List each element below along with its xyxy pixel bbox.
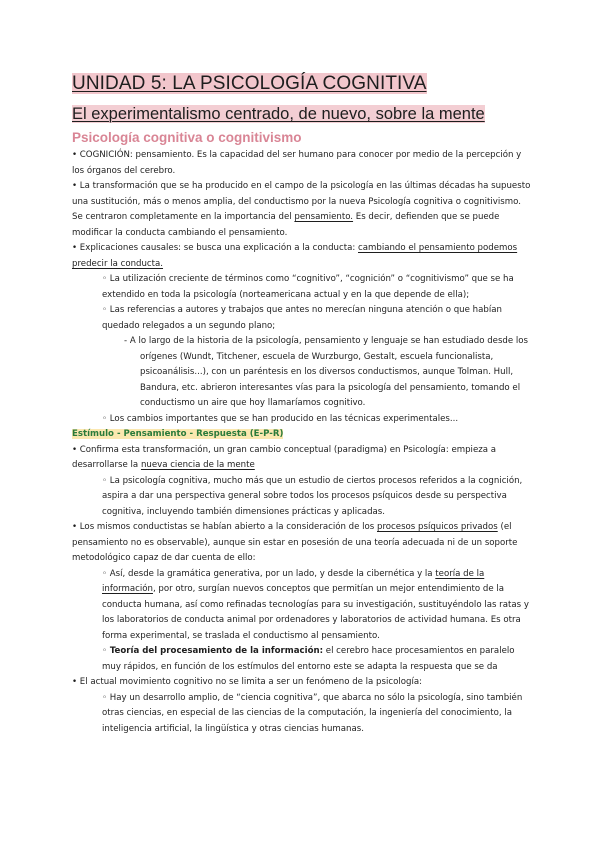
document-body	[72, 148, 532, 737]
text-span: • Los mismos conductistas se habían abierto a la consideración de los	[72, 522, 377, 532]
paragraph-conductistas	[72, 520, 532, 567]
text-span: • La transformación que se ha producido en el campo de la psicología en las últimas décadas ha supuesto una sustitución, más o menos amplia, del conductismo por la nueva Psicología cognitiva o cognitivismo. Se centraron completamente en la importancia del	[72, 181, 531, 222]
underlined-text: pensamiento.	[294, 212, 354, 222]
text-span: (el pensamiento no es observable), aunque sin estar en posesión de una teoría adecuada ni de un soporte metodológico capaz de dar cuenta de ello:	[72, 522, 518, 563]
underlined-text: nueva ciencia de la mente	[140, 460, 255, 470]
subitem-terminos: ◦ La utilización creciente de términos como “cognitivo”, “cognición” o “cognitivismo” que se ha extendido en toda la psicología (norteamericana actual y en la que depende de ella);	[102, 274, 514, 300]
paragraph-transformacion	[72, 179, 532, 241]
subitem-ciencia-cognitiva: ◦ Hay un desarrollo amplio, de “ciencia cognitiva”, que abarca no sólo la psicología, sino también otras ciencias, en especial de las ciencias de la computación, la ingeniería del conocimiento, la inteligencia artificial, la lingüística y otras ciencias humanas.	[102, 692, 523, 734]
underlined-text: cambiando el pensamiento podemos predecir la conducta.	[72, 243, 518, 269]
subitem-cambios: ◦ Los cambios importantes que se han producido en las técnicas experimentales...	[102, 413, 459, 424]
section-heading: Psicología cognitiva o cognitivismo	[72, 130, 302, 145]
text-span: ◦	[102, 646, 110, 656]
underlined-text: teoría de la información	[102, 568, 485, 594]
subitem-referencias: ◦ Las referencias a autores y trabajos que antes no merecían ninguna atención o que habían quedado relegados a un segundo plano;	[102, 305, 502, 331]
paragraph-explicaciones	[72, 241, 532, 272]
paragraph-confirma	[72, 443, 532, 474]
subtitle-text: El experimentalismo centrado, de nuevo, sobre la mente	[72, 105, 485, 123]
subitem-gramatica	[72, 567, 532, 645]
subtitle	[72, 103, 485, 125]
text-span: ◦ Así, desde la gramática generativa, por un lado, y desde la cibernética y la	[102, 568, 436, 579]
text-span: , por otro, surgían nuevos conceptos que permitían un mejor entendimiento de la conducta humana, así como refinadas tecnologías para su investigación, sustituyéndolo las ratas y los laboratorios de conducta animal por ordenadores y laboratorios de actividad humana. Es otra forma experimental, se traslada el conductismo al pensamiento.	[102, 584, 529, 641]
paragraph-cognicion: • COGNICIÓN: pensamiento. Es la capacidad del ser humano para conocer por medio de la percepción y los órganos del cerebro.	[72, 150, 522, 176]
page-title-text: UNIDAD 5: LA PSICOLOGÍA COGNITIVA	[72, 73, 427, 94]
text-span: • Explicaciones causales: se busca una explicación a la conducta:	[72, 243, 358, 253]
epr-highlight: Estímulo - Pensamiento - Respuesta (E-P-R)	[72, 429, 284, 439]
subsubitem-historia: - A lo largo de la historia de la psicología, pensamiento y lenguaje se han estudiado desde los orígenes (Wundt, Titchener, escuela de Wurzburgo, Gestalt, escuela funcionalista, psicoanálisis...), con un paréntesis en los diversos conductismos, aunque Tolman. Hull, Bandura, etc. abrieron interesantes vías para la psicología del pensamiento, tomando el conductismo un aire que hoy llamaríamos cognitivo.	[124, 336, 529, 408]
paragraph-movimiento: • El actual movimiento cognitivo no se limita a ser un fenómeno de la psicología:	[72, 677, 423, 687]
subitem-procesamiento	[72, 644, 532, 675]
epr-heading	[72, 427, 532, 443]
page-title	[72, 72, 427, 96]
text-span: el cerebro hace procesamientos en paralelo muy rápidos, en función de los estímulos del entorno este se adapta la respuesta que se da	[102, 646, 515, 672]
text-span: • Confirma esta transformación, un gran cambio conceptual (paradigma) en Psicología: empieza a desarrollarse la	[72, 444, 497, 470]
text-span: Es decir, defienden que se puede modificar la conducta cambiando el pensamiento.	[72, 212, 500, 238]
bold-text: Teoría del procesamiento de la información:	[109, 646, 324, 656]
underlined-text: procesos psíquicos privados	[377, 522, 498, 532]
subitem-psicologia-cognitiva: ◦ La psicología cognitiva, mucho más que un estudio de ciertos procesos referidos a la cognición, aspira a dar una perspectiva general sobre todos los procesos psíquicos desde su perspectiva cognitiva, incluyendo también dimensiones prácticas y aplicadas.	[102, 475, 523, 517]
